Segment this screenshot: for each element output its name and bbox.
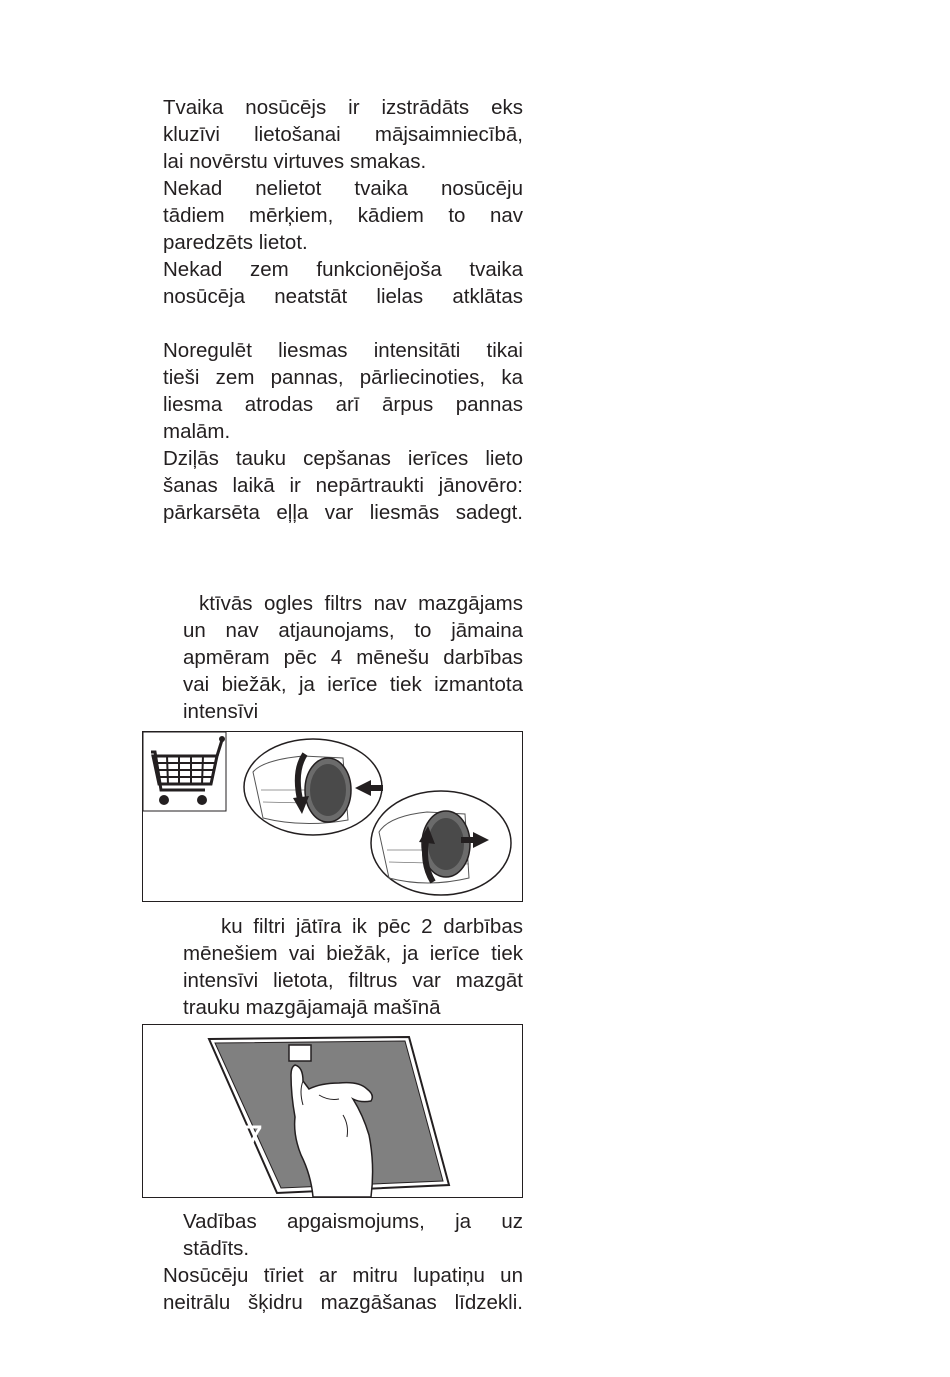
- text-line: tādiem mērķiem, kādiem to nav: [163, 204, 523, 227]
- grease-filter-illustration: [143, 1025, 522, 1197]
- filter-removal-step-1: [244, 739, 383, 835]
- text-line: paredzēts lietot.: [163, 231, 308, 254]
- text-line: ktīvās ogles filtrs nav mazgājams: [199, 592, 523, 615]
- text-line: mēnešiem vai biežāk, ja ierīce tiek: [183, 942, 523, 965]
- text-line: liesma atrodas arī ārpus pannas: [163, 393, 523, 416]
- figure-number: 7: [241, 1118, 264, 1162]
- text-line: lai novērstu virtuves smakas.: [163, 150, 427, 173]
- text-line: Vadības apgaismojums, ja uz: [183, 1210, 523, 1233]
- text-line: pārkarsēta eļļa var liesmās sadegt.: [163, 501, 523, 524]
- text-line: Tvaika nosūcējs ir izstrādāts eks: [163, 96, 523, 119]
- grease-filter-figure: [142, 1024, 523, 1198]
- text-line: un nav atjaunojams, to jāmaina: [183, 619, 523, 642]
- intro-paragraph: [163, 94, 523, 310]
- text-line: stādīts.: [183, 1237, 250, 1260]
- text-line: tieši zem pannas, pārliecinoties, ka: [163, 366, 523, 389]
- text-line: nosūcēja neatstāt lielas atklātas: [163, 285, 523, 308]
- text-line: intensīvi: [183, 700, 259, 723]
- text-line: neitrālu šķidru mazgāšanas līdzekli.: [163, 1291, 523, 1314]
- text-line: Nosūcēju tīriet ar mitru lupatiņu un: [163, 1264, 523, 1287]
- text-line: šanas laikā ir nepārtraukti jānovēro:: [163, 474, 523, 497]
- lighting-paragraph: [183, 1208, 523, 1262]
- carbon-filter-figure: [142, 731, 523, 902]
- carbon-filter-illustration: [143, 732, 522, 901]
- text-line: Noregulēt liesmas intensitāti tikai: [163, 339, 523, 362]
- text-line: apmēram pēc 4 mēnešu darbības: [183, 646, 523, 669]
- text-line: kluzīvi lietošanai mājsaimniecībā,: [163, 123, 523, 146]
- cleaning-paragraph: [163, 1262, 523, 1316]
- carbon-filter-paragraph: [183, 590, 523, 725]
- filter-removal-step-2: [371, 791, 511, 895]
- text-line: malām.: [163, 420, 231, 443]
- text-line: trauku mazgājamajā mašīnā: [183, 996, 441, 1019]
- text-line: ku filtri jātīra ik pēc 2 darbības: [221, 915, 523, 938]
- flame-paragraph: [163, 337, 523, 526]
- text-line: Nekad zem funkcionējoša tvaika: [163, 258, 523, 281]
- text-line: Nekad nelietot tvaika nosūcēju: [163, 177, 523, 200]
- grease-filter-paragraph: [183, 913, 523, 1021]
- shopping-cart-icon: [143, 732, 226, 811]
- text-line: Dziļās tauku cepšanas ierīces lieto: [163, 447, 523, 470]
- text-line: intensīvi lietota, filtrus var mazgāt: [183, 969, 523, 992]
- text-line: vai biežāk, ja ierīce tiek izmantota: [183, 673, 523, 696]
